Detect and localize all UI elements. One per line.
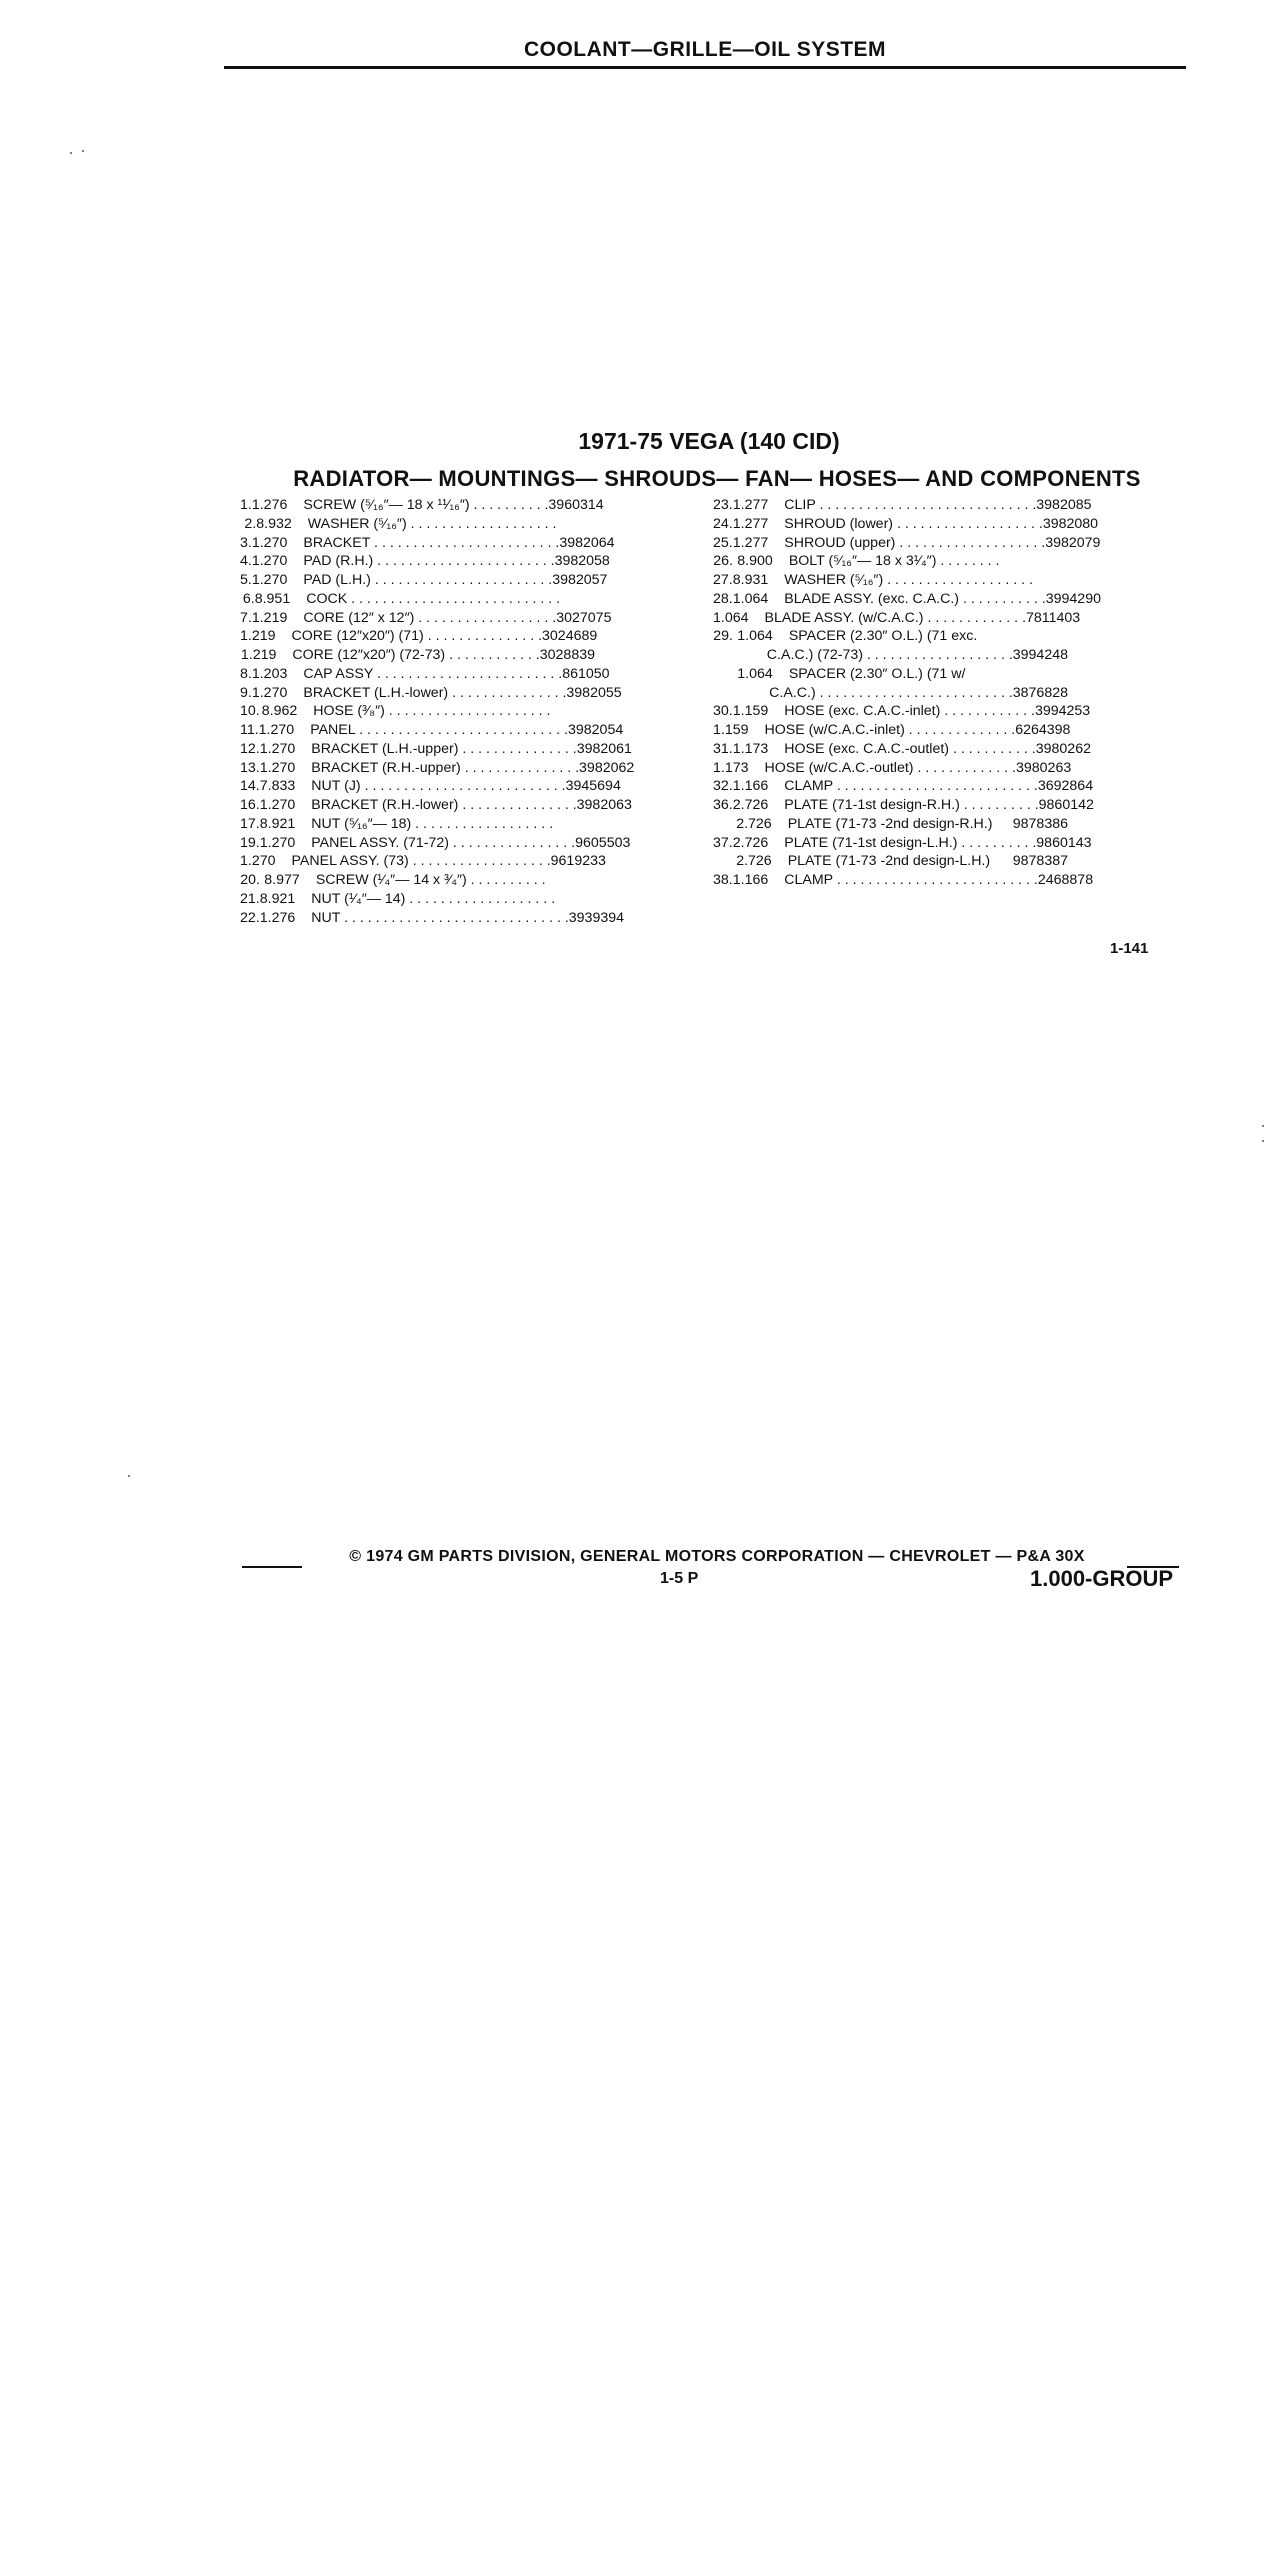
group-code	[726, 646, 751, 665]
part-description: SCREW (¹⁄₄″— 14 x ³⁄₄″) . . . . . . . . . .	[315, 872, 546, 888]
item-number: 37.	[713, 834, 733, 851]
part-number: 3980263	[1016, 759, 1072, 776]
part-description: BRACKET (L.H.-lower) . . . . . . . . . . . . . . .	[303, 684, 567, 701]
part-number: 9878387	[1012, 853, 1068, 870]
part-description: SCREW (⁵⁄₁₆″— 18 x ¹¹⁄₁₆″) . . . . . . . . . .	[303, 497, 549, 513]
item-number: 2.	[244, 515, 257, 532]
parts-row	[713, 777, 1094, 796]
parts-row	[240, 871, 595, 890]
scan-speck	[1262, 1125, 1264, 1127]
part-number	[1018, 627, 1068, 646]
part-number	[1018, 665, 1068, 684]
footer-section: 1-5 P	[660, 1570, 699, 1587]
group-code: 1.203	[251, 665, 288, 682]
item-number: 1.	[240, 497, 252, 513]
group-code: 1.276	[259, 909, 296, 926]
part-description: PAD (R.H.) . . . . . . . . . . . . . . . . . . . . . . .	[303, 553, 555, 570]
item-number: 13.	[240, 759, 260, 776]
item-number: 11.	[240, 722, 259, 738]
group-code: 1.277	[732, 515, 769, 532]
part-description: CORE (12″x20″) (72-73) . . . . . . . . . . . .	[292, 647, 540, 663]
group-code: 1.166	[732, 778, 769, 795]
group-code: 1.277	[732, 497, 769, 513]
parts-row	[713, 834, 1092, 853]
header-title: COOLANT—GRILLE—OIL SYSTEM	[523, 38, 887, 61]
part-number: 3982085	[1036, 497, 1092, 513]
parts-row	[240, 740, 632, 759]
parts-row	[713, 627, 1068, 646]
parts-row	[240, 496, 604, 515]
part-number: 3982061	[576, 740, 632, 757]
parts-row	[240, 684, 622, 703]
part-description: HOSE (w/C.A.C.-inlet) . . . . . . . . . . . . . .	[764, 722, 1016, 738]
part-number: 3945694	[565, 778, 621, 795]
part-description: BRACKET (R.H.-lower) . . . . . . . . . . . . . . .	[311, 797, 577, 813]
part-description: C.A.C.) (72-73) . . . . . . . . . . . . . . . . . . .	[766, 647, 1013, 663]
item-number: 8.	[240, 665, 252, 682]
group-code: 1.270	[251, 553, 288, 570]
item-number: 38.	[713, 872, 733, 888]
parts-row	[713, 702, 1091, 721]
part-number: 3982058	[554, 553, 610, 570]
group-code: 1.277	[732, 534, 769, 551]
part-description: WASHER (⁵⁄₁₆″) . . . . . . . . . . . . . . . . . . .	[307, 515, 557, 532]
parts-table-left	[240, 496, 635, 927]
part-description: NUT (J) . . . . . . . . . . . . . . . . . . . . . . . . . .	[311, 778, 566, 795]
group-code: 1.219	[240, 647, 277, 663]
part-description: HOSE (exc. C.A.C.-inlet) . . . . . . . . . . . .	[784, 703, 1035, 720]
part-number: 861050	[562, 665, 610, 682]
item-number: 26.	[713, 553, 733, 570]
page-number: 1-141	[1110, 940, 1149, 957]
part-number: 3982062	[579, 759, 635, 776]
group-code: 7.833	[259, 778, 296, 795]
group-code: 1.270	[259, 740, 296, 757]
group-code: 1.270	[240, 853, 276, 870]
parts-row	[713, 534, 1101, 553]
parts-row	[240, 815, 595, 834]
parts-row	[240, 665, 610, 684]
part-description: SPACER (2.30″ O.L.) (71 exc.	[788, 628, 978, 645]
parts-row	[240, 534, 615, 553]
part-description: BRACKET . . . . . . . . . . . . . . . . . . . . . . . .	[303, 534, 560, 551]
parts-row	[713, 852, 1068, 871]
part-description: PLATE (71-1st design-R.H.) . . . . . . . . . .	[784, 797, 1039, 813]
part-number: 3982063	[576, 797, 632, 813]
part-number: 3994253	[1034, 703, 1091, 720]
item-number: 21.	[240, 890, 260, 907]
part-description: CLIP . . . . . . . . . . . . . . . . . . . . . . . . . . . .	[784, 497, 1037, 513]
item-number: 28.	[713, 590, 733, 607]
footer-copyright: © 1974 GM PARTS DIVISION, GENERAL MOTORS CORPORATION — CHEVROLET — P&A 30X	[349, 1548, 1085, 1565]
part-description: PLATE (71-73 -2nd design-L.H.)	[787, 853, 991, 870]
part-number: 9860142	[1038, 797, 1094, 813]
group-code: 8.932	[256, 515, 292, 532]
parts-row	[713, 740, 1091, 759]
part-number	[548, 871, 595, 890]
parts-row	[240, 627, 598, 646]
parts-row	[240, 834, 631, 853]
parts-row	[713, 552, 1068, 571]
part-number: 9860143	[1036, 834, 1092, 851]
parts-row	[713, 515, 1099, 534]
part-description: HOSE (w/C.A.C.-outlet) . . . . . . . . . . . . .	[764, 759, 1016, 776]
footer-rule-left	[242, 1566, 302, 1568]
parts-row	[713, 590, 1101, 609]
group-code: 8.931	[732, 572, 769, 588]
part-description: CLAMP . . . . . . . . . . . . . . . . . . . . . . . . . .	[784, 872, 1038, 888]
group-code: 1.219	[251, 609, 288, 626]
section-heading: RADIATOR— MOUNTINGS— SHROUDS— FAN— HOSES— AND COMPONENTS	[293, 466, 1141, 491]
item-number: 16.	[240, 797, 260, 813]
part-number: 3982054	[568, 722, 624, 738]
item-number: 30.	[713, 703, 733, 720]
part-description: PANEL . . . . . . . . . . . . . . . . . . . . . . . . . . .	[310, 722, 568, 738]
group-code: 1.159	[732, 703, 769, 720]
part-description: CORE (12″x20″) (71) . . . . . . . . . . . . . . .	[291, 628, 543, 645]
item-number: 6.	[242, 590, 255, 607]
parts-table-right	[713, 496, 1101, 890]
part-number: 3982080	[1042, 515, 1099, 532]
part-description: NUT . . . . . . . . . . . . . . . . . . . . . . . . . . . . .	[311, 909, 569, 926]
group-code: 1.270	[258, 722, 295, 738]
part-description: BRACKET (L.H.-upper) . . . . . . . . . . . . . . .	[311, 740, 577, 757]
item-number: 23.	[713, 497, 733, 513]
item-number: 29.	[713, 628, 733, 645]
group-code: 1.270	[259, 834, 296, 851]
parts-row	[240, 702, 595, 721]
part-description: SPACER (2.30″ O.L.) (71 w/	[788, 665, 966, 682]
group-code: 8.977	[264, 872, 300, 888]
part-description: BRACKET (R.H.-upper) . . . . . . . . . . . . . . .	[311, 759, 580, 776]
part-number: 9878386	[1012, 815, 1068, 832]
item-number: 20.	[240, 872, 260, 888]
item-number: 5.	[240, 572, 252, 588]
group-code: 1.064	[713, 609, 749, 626]
group-code: 1.173	[732, 740, 769, 757]
parts-row	[240, 571, 608, 590]
group-code: 8.951	[254, 590, 291, 607]
item-number	[713, 852, 733, 871]
part-number	[560, 590, 595, 609]
parts-row	[240, 796, 632, 815]
item-number: 27.	[713, 572, 733, 588]
group-code: 1.166	[732, 872, 769, 888]
parts-row	[240, 552, 610, 571]
parts-row	[713, 646, 1068, 665]
group-code: 1.270	[251, 572, 288, 588]
part-description: CAP ASSY . . . . . . . . . . . . . . . . . . . . . . . .	[303, 665, 563, 682]
parts-row	[240, 515, 595, 534]
item-number: 12.	[240, 740, 260, 757]
part-number: 3024689	[542, 628, 598, 645]
part-number: 9619233	[550, 853, 606, 870]
item-number: 36.	[713, 797, 733, 813]
part-number: 3876828	[1012, 684, 1068, 701]
part-number: 3960314	[548, 497, 604, 513]
part-number: 3939394	[568, 909, 625, 926]
item-number	[713, 815, 733, 834]
part-description: PANEL ASSY. (73) . . . . . . . . . . . . . . . . . .	[291, 853, 551, 870]
part-description: NUT (⁵⁄₁₆″— 18) . . . . . . . . . . . . . . . . . .	[311, 815, 554, 832]
group-code: 1.276	[251, 497, 288, 513]
page-title: 1971-75 VEGA (140 CID)	[578, 428, 840, 454]
footer-group: 1.000-GROUP	[1030, 1566, 1174, 1591]
part-number: 3982057	[552, 572, 608, 588]
part-number: 7811403	[1026, 609, 1081, 626]
parts-row	[240, 852, 606, 871]
part-number: 3982064	[559, 534, 615, 551]
part-description: PAD (L.H.) . . . . . . . . . . . . . . . . . . . . . . .	[303, 572, 553, 588]
group-code: 1.159	[713, 722, 749, 738]
part-number: 3028839	[539, 647, 595, 663]
part-description: BLADE ASSY. (w/C.A.C.) . . . . . . . . . . . . .	[764, 609, 1027, 626]
group-code: 1.064	[732, 590, 769, 607]
part-number: 3982055	[566, 684, 622, 701]
item-number: 32.	[713, 778, 733, 795]
part-description: NUT (¹⁄₄″— 14) . . . . . . . . . . . . . . . . . . .	[311, 890, 556, 907]
item-number: 24.	[713, 515, 733, 532]
scan-speck	[1262, 1140, 1264, 1142]
part-description: BOLT (⁵⁄₁₆″— 18 x 3¹⁄₄″) . . . . . . . .	[788, 553, 1000, 570]
parts-row	[713, 665, 1068, 684]
parts-row	[240, 890, 595, 909]
item-number	[713, 665, 733, 684]
part-description: WASHER (⁵⁄₁₆″) . . . . . . . . . . . . . . . . . . .	[784, 572, 1033, 588]
part-description: SHROUD (upper) . . . . . . . . . . . . . . . . . . .	[784, 534, 1046, 551]
group-code: 1.270	[259, 797, 296, 813]
part-number	[1018, 552, 1068, 571]
part-number	[1033, 571, 1068, 590]
part-number: 3692864	[1037, 778, 1094, 795]
item-number: 14.	[240, 778, 260, 795]
part-description: PANEL ASSY. (71-72) . . . . . . . . . . . . . . . .	[311, 834, 576, 851]
part-description: PLATE (71-73 -2nd design-R.H.)	[787, 815, 993, 832]
group-code: 1.270	[251, 534, 288, 551]
parts-row	[713, 759, 1072, 778]
part-number	[556, 515, 595, 534]
part-description: BLADE ASSY. (exc. C.A.C.) . . . . . . . . . . .	[784, 590, 1046, 607]
parts-row	[713, 721, 1071, 740]
group-code: 8.962	[261, 703, 298, 720]
group-code: 1.064	[737, 665, 773, 682]
parts-row	[240, 909, 625, 928]
parts-row	[240, 759, 635, 778]
group-code: 8.900	[737, 553, 773, 570]
scan-speck	[70, 152, 72, 154]
parts-row	[713, 571, 1068, 590]
item-number: 10.	[240, 703, 260, 720]
part-description: SHROUD (lower) . . . . . . . . . . . . . . . . . . .	[784, 515, 1043, 532]
part-number: 6264398	[1015, 722, 1071, 738]
group-code: 2.726	[736, 815, 772, 832]
part-number: 3994248	[1012, 647, 1068, 663]
part-number	[550, 702, 595, 721]
item-number: 19.	[240, 834, 260, 851]
group-code: 2.726	[736, 853, 772, 870]
group-code: 8.921	[259, 890, 296, 907]
part-number: 9605503	[575, 834, 631, 851]
part-description: PLATE (71-1st design-L.H.) . . . . . . . . . .	[784, 834, 1037, 851]
part-number: 3980262	[1035, 740, 1091, 757]
item-number: 4.	[240, 553, 252, 570]
parts-row	[713, 815, 1068, 834]
part-number: 3027075	[556, 609, 612, 626]
group-code: 2.726	[732, 797, 769, 813]
item-number	[713, 684, 726, 703]
parts-row	[713, 871, 1094, 890]
item-number: 9.	[240, 684, 252, 701]
parts-row	[713, 684, 1068, 703]
group-code: 1.064	[737, 628, 773, 645]
group-code: 1.270	[251, 684, 288, 701]
group-code: 2.726	[732, 834, 769, 851]
group-code: 1.219	[240, 628, 276, 645]
group-code: 1.270	[259, 759, 296, 776]
part-number: 2468878	[1037, 872, 1094, 888]
parts-row	[240, 777, 621, 796]
part-number	[555, 890, 595, 909]
part-number	[553, 815, 595, 834]
part-description: CLAMP . . . . . . . . . . . . . . . . . . . . . . . . . .	[784, 778, 1038, 795]
header-rule	[224, 66, 1186, 69]
item-number	[713, 646, 726, 665]
group-code: 1.173	[713, 759, 749, 776]
part-number: 3982079	[1045, 534, 1101, 551]
parts-row	[240, 646, 595, 665]
part-description: C.A.C.) . . . . . . . . . . . . . . . . . . . . . . . . .	[769, 684, 1013, 701]
item-number: 7.	[240, 609, 252, 626]
parts-row	[240, 590, 595, 609]
item-number: 3.	[240, 534, 252, 551]
parts-row	[713, 496, 1092, 515]
part-description: CORE (12″ x 12″) . . . . . . . . . . . . . . . . . .	[303, 609, 557, 626]
parts-row	[713, 609, 1081, 628]
scan-speck	[128, 1475, 130, 1477]
part-description: HOSE (exc. C.A.C.-outlet) . . . . . . . . . . .	[784, 740, 1036, 757]
part-description: COCK . . . . . . . . . . . . . . . . . . . . . . . . . . .	[306, 590, 561, 607]
scan-speck	[82, 150, 84, 152]
parts-row	[240, 721, 624, 740]
group-code: 8.921	[259, 815, 296, 832]
parts-row	[240, 609, 612, 628]
item-number: 25.	[713, 534, 733, 551]
item-number: 31.	[713, 740, 733, 757]
item-number: 17.	[240, 815, 260, 832]
parts-row	[713, 796, 1094, 815]
part-number: 3994290	[1045, 590, 1101, 607]
item-number: 22.	[240, 909, 260, 926]
part-description: HOSE (³⁄₈″) . . . . . . . . . . . . . . . . . . . . .	[313, 703, 551, 720]
group-code	[726, 684, 753, 703]
